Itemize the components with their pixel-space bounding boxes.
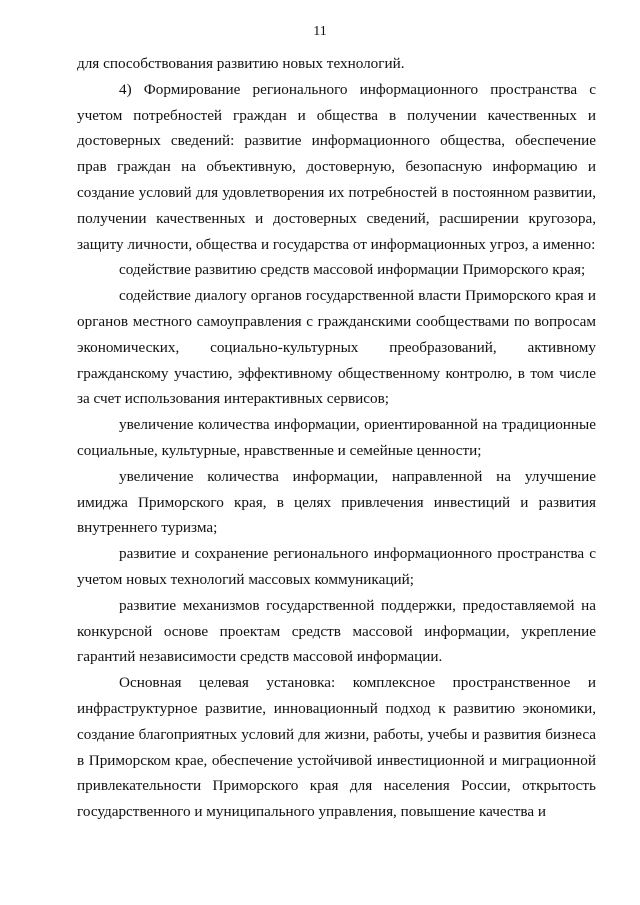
document-body xyxy=(77,51,596,825)
paragraph: для способствования развитию новых технологий. xyxy=(77,55,405,72)
paragraph: развитие механизмов государственной поддержки, предоставляемой на конкурсной основе проектам средств массовой информации, укрепление гарантий независимости средств массовой информации. xyxy=(77,596,596,666)
paragraph: содействие диалогу органов государственной власти Приморского края и органов местного самоуправления с гражданскими сообществами по вопросам экономических, социально-культурных преобразований, активному гражданскому участию, эффективному общественному контролю, в том числе за счет использования интерактивных сервисов; xyxy=(77,287,596,408)
page-number: 11 xyxy=(313,24,327,39)
paragraph: увеличение количества информации, ориентированной на традиционные социальные, культурные, нравственные и семейные ценности; xyxy=(77,416,596,459)
paragraph: увеличение количества информации, направленной на улучшение имиджа Приморского края, в целях привлечения инвестиций и развития внутреннего туризма; xyxy=(77,467,596,537)
paragraph: содействие развитию средств массовой информации Приморского края; xyxy=(119,261,586,279)
paragraph: Основная целевая установка: комплексное пространственное и инфраструктурное развитие, инновационный подход к развитию экономики, создание благоприятных условий для жизни, работы, учебы и развития бизнеса в Приморском крае, обеспечение устойчивой инвестиционной и миграционной привлекательности Приморского края для населения России, открытость государственного и муниципального управления, повышение качества и xyxy=(77,674,596,821)
paragraph: 4) Формирование регионального информационного пространства с учетом потребностей граждан и общества в получении качественных и достоверных сведений: развитие информационного общества, обеспечение прав граждан на объективную, достоверную, безопасную информацию и создание условий для удовлетворения их потребностей в постоянном развитии, получении качественных и достоверных сведений, расширении кругозора, защиту личности, общества и государства от информационных угроз, а именно: xyxy=(77,80,596,253)
paragraph: развитие и сохранение регионального информационного пространства с учетом новых технологий массовых коммуникаций; xyxy=(77,545,596,588)
